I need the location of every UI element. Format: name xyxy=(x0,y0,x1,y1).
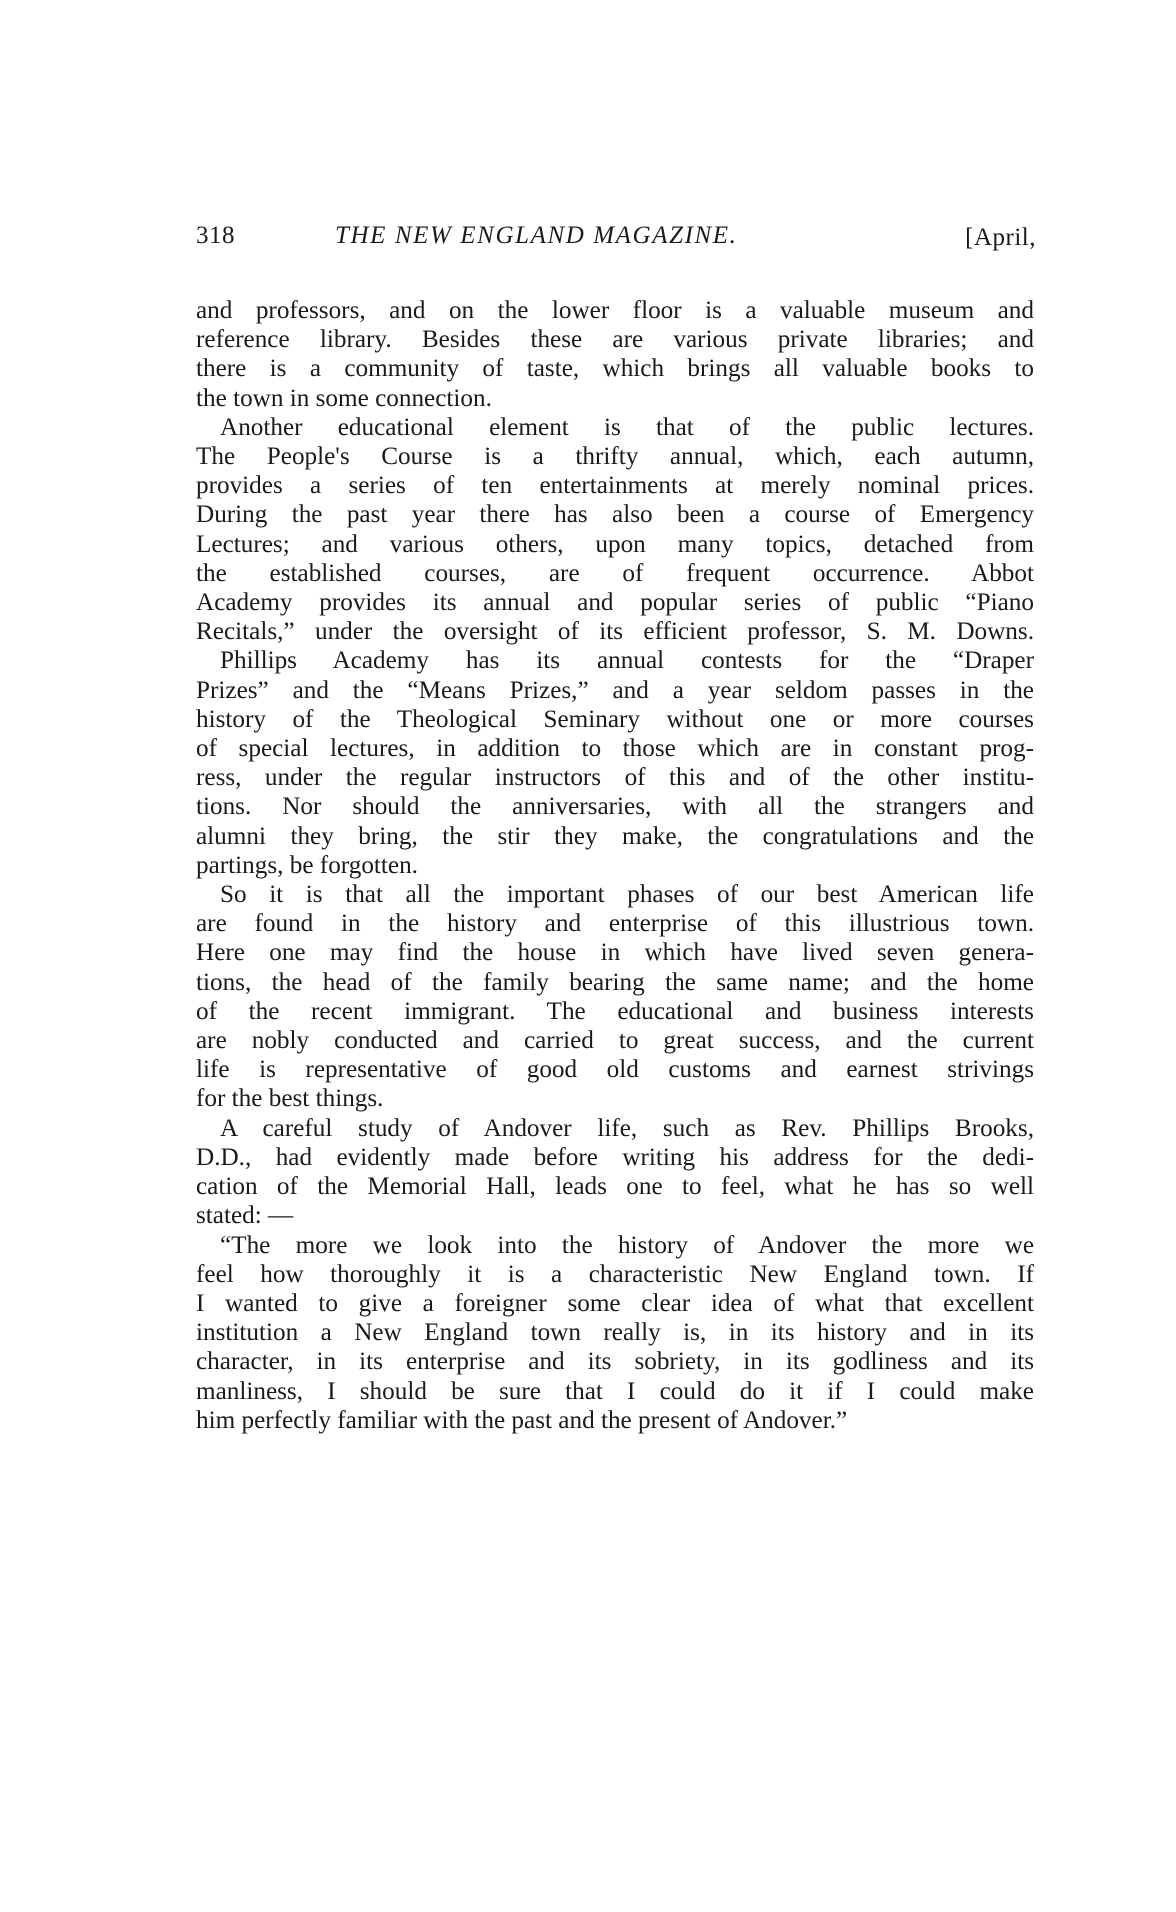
text-line: there is a community of taste, which brings all valuable books to xyxy=(196,355,1034,383)
article-body xyxy=(196,296,1034,1435)
text-line: The People's Course is a thrifty annual, which, each autumn, xyxy=(196,443,1034,471)
text-line: I wanted to give a foreigner some clear idea of what that excellent xyxy=(196,1289,1034,1317)
text-line: alumni they bring, the stir they make, the congratulations and the xyxy=(196,822,1034,850)
paragraph xyxy=(196,646,1034,880)
text-line: provides a series of ten entertainments at merely nominal prices. xyxy=(196,472,1034,500)
quotation-paragraph xyxy=(196,1231,1034,1435)
page-number: 318 xyxy=(196,222,235,249)
text-line: D.D., had evidently made before writing his address for the dedi- xyxy=(196,1143,1034,1171)
text-line: for the best things. xyxy=(196,1085,384,1113)
text-line: feel how thoroughly it is a characteristic New England town. If xyxy=(196,1260,1034,1288)
journal-title: THE NEW ENGLAND MAGAZINE. xyxy=(335,222,738,249)
text-line: character, in its enterprise and its sobriety, in its godliness and its xyxy=(196,1348,1034,1376)
text-line: of the recent immigrant. The educational and business interests xyxy=(196,997,1034,1025)
text-line: and professors, and on the lower floor is a valuable museum and xyxy=(196,297,1034,324)
text-line: institution a New England town really is, in its history and in its xyxy=(196,1319,1034,1347)
text-line: history of the Theological Seminary without one or more courses xyxy=(196,705,1034,733)
text-line: are nobly conducted and carried to great success, and the current xyxy=(196,1027,1034,1055)
text-line: Prizes” and the “Means Prizes,” and a year seldom passes in the xyxy=(196,676,1034,704)
text-line: A careful study of Andover life, such as Rev. Phillips Brooks, xyxy=(220,1114,1034,1142)
text-line: tions. Nor should the anniversaries, with all the strangers and xyxy=(196,793,1034,821)
text-line: the town in some connection. xyxy=(196,384,492,412)
text-line: ress, under the regular instructors of this and of the other institu- xyxy=(196,764,1034,792)
text-line: So it is that all the important phases of our best American life xyxy=(220,881,1034,909)
text-line: Phillips Academy has its annual contests for the “Draper xyxy=(220,647,1034,675)
text-line: stated: — xyxy=(196,1202,294,1230)
text-line: the established courses, are of frequent occurrence. Abbot xyxy=(196,559,1034,587)
text-line: life is representative of good old customs and earnest strivings xyxy=(196,1056,1034,1084)
text-line: “The more we look into the history of Andover the more we xyxy=(220,1231,1034,1259)
running-head xyxy=(196,222,1036,256)
text-line: Lectures; and various others, upon many topics, detached from xyxy=(196,530,1034,558)
text-line: of special lectures, in addition to those which are in constant prog- xyxy=(196,735,1034,763)
text-line: partings, be forgotten. xyxy=(196,851,418,879)
text-line: Recitals,” under the oversight of its efficient professor, S. M. Downs. xyxy=(196,618,1034,646)
text-line: Academy provides its annual and popular series of public “Piano xyxy=(196,589,1034,617)
paragraph xyxy=(196,296,1034,413)
text-line: Another educational element is that of the public lectures. xyxy=(220,413,1034,441)
text-line: are found in the history and enterprise of this illustrious town. xyxy=(196,910,1034,938)
text-line: reference library. Besides these are various private libraries; and xyxy=(196,326,1034,354)
text-line: tions, the head of the family bearing the same name; and the home xyxy=(196,968,1034,996)
text-line: him perfectly familiar with the past and the present of Andover.” xyxy=(196,1406,848,1434)
paragraph xyxy=(196,413,1034,647)
text-line: Here one may find the house in which have lived seven genera- xyxy=(196,939,1034,967)
text-line: manliness, I should be sure that I could do it if I could make xyxy=(196,1377,1034,1405)
text-line: During the past year there has also been a course of Emergency xyxy=(196,501,1034,529)
paragraph xyxy=(196,1114,1034,1231)
text-line: cation of the Memorial Hall, leads one to feel, what he has so well xyxy=(196,1173,1034,1201)
issue-month: [April, xyxy=(965,224,1036,251)
paragraph xyxy=(196,880,1034,1114)
